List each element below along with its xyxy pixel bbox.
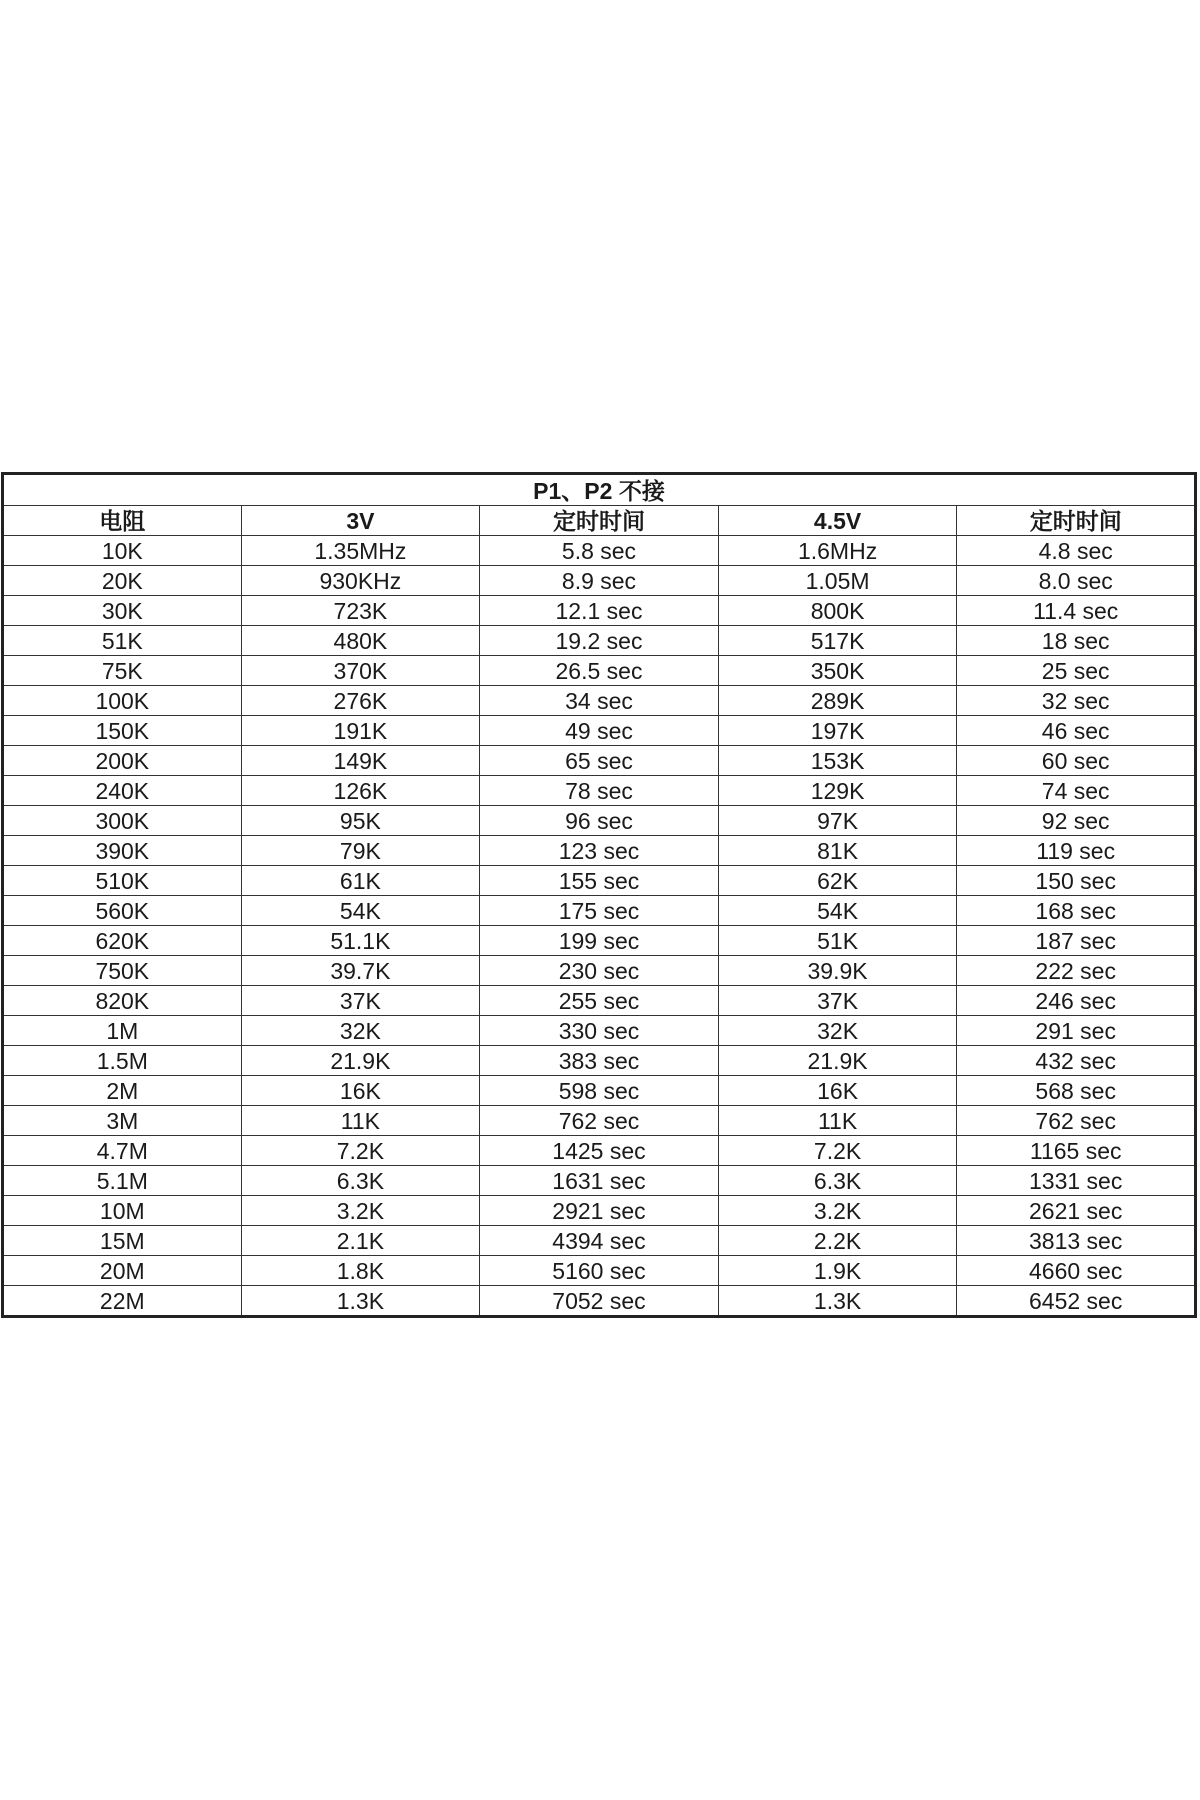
time-3v-cell: 598 sec xyxy=(480,1076,719,1106)
resistance-cell: 75K xyxy=(3,656,242,686)
resistance-cell: 200K xyxy=(3,746,242,776)
time-3v-cell: 230 sec xyxy=(480,956,719,986)
freq-4-5v-cell: 153K xyxy=(718,746,957,776)
freq-3v-cell: 95K xyxy=(241,806,480,836)
freq-3v-cell: 32K xyxy=(241,1016,480,1046)
resistance-cell: 3M xyxy=(3,1106,242,1136)
resistance-cell: 4.7M xyxy=(3,1136,242,1166)
freq-4-5v-cell: 37K xyxy=(718,986,957,1016)
resistance-cell: 150K xyxy=(3,716,242,746)
time-4-5v-cell: 1331 sec xyxy=(957,1166,1196,1196)
freq-4-5v-cell: 6.3K xyxy=(718,1166,957,1196)
time-4-5v-cell: 6452 sec xyxy=(957,1286,1196,1317)
resistance-cell: 390K xyxy=(3,836,242,866)
time-3v-cell: 78 sec xyxy=(480,776,719,806)
resistance-cell: 10K xyxy=(3,536,242,566)
freq-4-5v-cell: 2.2K xyxy=(718,1226,957,1256)
table-row xyxy=(3,1226,1196,1256)
table-row xyxy=(3,896,1196,926)
table-row xyxy=(3,686,1196,716)
table-row xyxy=(3,926,1196,956)
freq-4-5v-cell: 97K xyxy=(718,806,957,836)
table-row xyxy=(3,806,1196,836)
time-4-5v-cell: 32 sec xyxy=(957,686,1196,716)
time-3v-cell: 49 sec xyxy=(480,716,719,746)
header-3v-timing: 定时时间 xyxy=(480,506,719,536)
table-row xyxy=(3,776,1196,806)
time-4-5v-cell: 762 sec xyxy=(957,1106,1196,1136)
time-4-5v-cell: 246 sec xyxy=(957,986,1196,1016)
time-4-5v-cell: 4.8 sec xyxy=(957,536,1196,566)
freq-4-5v-cell: 289K xyxy=(718,686,957,716)
time-3v-cell: 1425 sec xyxy=(480,1136,719,1166)
table-row xyxy=(3,1046,1196,1076)
time-4-5v-cell: 568 sec xyxy=(957,1076,1196,1106)
table-row xyxy=(3,626,1196,656)
resistance-cell: 10M xyxy=(3,1196,242,1226)
table-row xyxy=(3,866,1196,896)
resistance-cell: 51K xyxy=(3,626,242,656)
freq-3v-cell: 21.9K xyxy=(241,1046,480,1076)
time-4-5v-cell: 150 sec xyxy=(957,866,1196,896)
resistance-cell: 15M xyxy=(3,1226,242,1256)
resistance-cell: 5.1M xyxy=(3,1166,242,1196)
table-header-row xyxy=(3,506,1196,536)
freq-3v-cell: 1.35MHz xyxy=(241,536,480,566)
freq-3v-cell: 149K xyxy=(241,746,480,776)
freq-3v-cell: 16K xyxy=(241,1076,480,1106)
table-row xyxy=(3,746,1196,776)
time-4-5v-cell: 8.0 sec xyxy=(957,566,1196,596)
freq-3v-cell: 276K xyxy=(241,686,480,716)
freq-3v-cell: 37K xyxy=(241,986,480,1016)
time-3v-cell: 199 sec xyxy=(480,926,719,956)
time-3v-cell: 5160 sec xyxy=(480,1256,719,1286)
freq-4-5v-cell: 197K xyxy=(718,716,957,746)
resistance-cell: 300K xyxy=(3,806,242,836)
time-4-5v-cell: 432 sec xyxy=(957,1046,1196,1076)
time-3v-cell: 175 sec xyxy=(480,896,719,926)
time-4-5v-cell: 168 sec xyxy=(957,896,1196,926)
freq-3v-cell: 79K xyxy=(241,836,480,866)
freq-3v-cell: 6.3K xyxy=(241,1166,480,1196)
time-3v-cell: 65 sec xyxy=(480,746,719,776)
resistance-cell: 100K xyxy=(3,686,242,716)
resistance-cell: 560K xyxy=(3,896,242,926)
resistance-cell: 22M xyxy=(3,1286,242,1317)
freq-3v-cell: 51.1K xyxy=(241,926,480,956)
freq-3v-cell: 54K xyxy=(241,896,480,926)
header-4-5v-timing: 定时时间 xyxy=(957,506,1196,536)
time-4-5v-cell: 74 sec xyxy=(957,776,1196,806)
freq-4-5v-cell: 3.2K xyxy=(718,1196,957,1226)
freq-3v-cell: 191K xyxy=(241,716,480,746)
freq-3v-cell: 480K xyxy=(241,626,480,656)
freq-4-5v-cell: 517K xyxy=(718,626,957,656)
freq-3v-cell: 2.1K xyxy=(241,1226,480,1256)
freq-4-5v-cell: 129K xyxy=(718,776,957,806)
resistance-cell: 240K xyxy=(3,776,242,806)
time-4-5v-cell: 3813 sec xyxy=(957,1226,1196,1256)
freq-3v-cell: 1.3K xyxy=(241,1286,480,1317)
table-row xyxy=(3,1106,1196,1136)
time-3v-cell: 26.5 sec xyxy=(480,656,719,686)
time-3v-cell: 155 sec xyxy=(480,866,719,896)
table-title: P1、P2 不接 xyxy=(3,474,1196,506)
resistance-cell: 820K xyxy=(3,986,242,1016)
freq-4-5v-cell: 54K xyxy=(718,896,957,926)
table-row xyxy=(3,956,1196,986)
freq-4-5v-cell: 350K xyxy=(718,656,957,686)
time-4-5v-cell: 119 sec xyxy=(957,836,1196,866)
freq-4-5v-cell: 1.05M xyxy=(718,566,957,596)
header-3v-frequency: 3V xyxy=(241,506,480,536)
time-4-5v-cell: 11.4 sec xyxy=(957,596,1196,626)
resistance-cell: 20K xyxy=(3,566,242,596)
freq-3v-cell: 39.7K xyxy=(241,956,480,986)
freq-3v-cell: 61K xyxy=(241,866,480,896)
freq-4-5v-cell: 21.9K xyxy=(718,1046,957,1076)
resistance-cell: 2M xyxy=(3,1076,242,1106)
time-3v-cell: 4394 sec xyxy=(480,1226,719,1256)
header-4-5v-frequency: 4.5V xyxy=(718,506,957,536)
time-4-5v-cell: 18 sec xyxy=(957,626,1196,656)
table-row xyxy=(3,1136,1196,1166)
time-3v-cell: 34 sec xyxy=(480,686,719,716)
freq-4-5v-cell: 81K xyxy=(718,836,957,866)
freq-4-5v-cell: 1.6MHz xyxy=(718,536,957,566)
table-row xyxy=(3,1166,1196,1196)
resistance-cell: 620K xyxy=(3,926,242,956)
time-4-5v-cell: 187 sec xyxy=(957,926,1196,956)
freq-4-5v-cell: 32K xyxy=(718,1016,957,1046)
time-3v-cell: 1631 sec xyxy=(480,1166,719,1196)
freq-4-5v-cell: 62K xyxy=(718,866,957,896)
table-body xyxy=(3,536,1196,1317)
freq-3v-cell: 723K xyxy=(241,596,480,626)
table-row xyxy=(3,566,1196,596)
time-3v-cell: 255 sec xyxy=(480,986,719,1016)
table-title-row xyxy=(3,474,1196,506)
freq-4-5v-cell: 1.3K xyxy=(718,1286,957,1317)
freq-4-5v-cell: 7.2K xyxy=(718,1136,957,1166)
table-row xyxy=(3,1256,1196,1286)
freq-3v-cell: 930KHz xyxy=(241,566,480,596)
time-4-5v-cell: 92 sec xyxy=(957,806,1196,836)
table-row xyxy=(3,1016,1196,1046)
resistance-cell: 750K xyxy=(3,956,242,986)
resistance-cell: 510K xyxy=(3,866,242,896)
freq-3v-cell: 370K xyxy=(241,656,480,686)
freq-4-5v-cell: 1.9K xyxy=(718,1256,957,1286)
table-row xyxy=(3,836,1196,866)
timing-table xyxy=(1,472,1197,1318)
table-row xyxy=(3,986,1196,1016)
time-4-5v-cell: 60 sec xyxy=(957,746,1196,776)
resistance-cell: 1.5M xyxy=(3,1046,242,1076)
time-3v-cell: 5.8 sec xyxy=(480,536,719,566)
time-3v-cell: 762 sec xyxy=(480,1106,719,1136)
freq-3v-cell: 1.8K xyxy=(241,1256,480,1286)
resistance-cell: 20M xyxy=(3,1256,242,1286)
time-4-5v-cell: 46 sec xyxy=(957,716,1196,746)
freq-3v-cell: 11K xyxy=(241,1106,480,1136)
timing-table-container xyxy=(1,472,1197,1318)
resistance-cell: 1M xyxy=(3,1016,242,1046)
table-row xyxy=(3,536,1196,566)
freq-3v-cell: 126K xyxy=(241,776,480,806)
freq-4-5v-cell: 39.9K xyxy=(718,956,957,986)
freq-3v-cell: 7.2K xyxy=(241,1136,480,1166)
time-3v-cell: 330 sec xyxy=(480,1016,719,1046)
time-4-5v-cell: 25 sec xyxy=(957,656,1196,686)
time-4-5v-cell: 291 sec xyxy=(957,1016,1196,1046)
freq-4-5v-cell: 16K xyxy=(718,1076,957,1106)
table-row xyxy=(3,1196,1196,1226)
time-3v-cell: 12.1 sec xyxy=(480,596,719,626)
time-3v-cell: 7052 sec xyxy=(480,1286,719,1317)
time-3v-cell: 96 sec xyxy=(480,806,719,836)
time-3v-cell: 8.9 sec xyxy=(480,566,719,596)
time-4-5v-cell: 4660 sec xyxy=(957,1256,1196,1286)
table-row xyxy=(3,716,1196,746)
table-row xyxy=(3,596,1196,626)
time-3v-cell: 19.2 sec xyxy=(480,626,719,656)
time-4-5v-cell: 2621 sec xyxy=(957,1196,1196,1226)
time-3v-cell: 2921 sec xyxy=(480,1196,719,1226)
header-resistance: 电阻 xyxy=(3,506,242,536)
freq-4-5v-cell: 51K xyxy=(718,926,957,956)
table-row xyxy=(3,1076,1196,1106)
freq-3v-cell: 3.2K xyxy=(241,1196,480,1226)
table-row xyxy=(3,656,1196,686)
time-3v-cell: 383 sec xyxy=(480,1046,719,1076)
freq-4-5v-cell: 800K xyxy=(718,596,957,626)
table-row xyxy=(3,1286,1196,1317)
time-4-5v-cell: 222 sec xyxy=(957,956,1196,986)
freq-4-5v-cell: 11K xyxy=(718,1106,957,1136)
resistance-cell: 30K xyxy=(3,596,242,626)
time-3v-cell: 123 sec xyxy=(480,836,719,866)
time-4-5v-cell: 1165 sec xyxy=(957,1136,1196,1166)
